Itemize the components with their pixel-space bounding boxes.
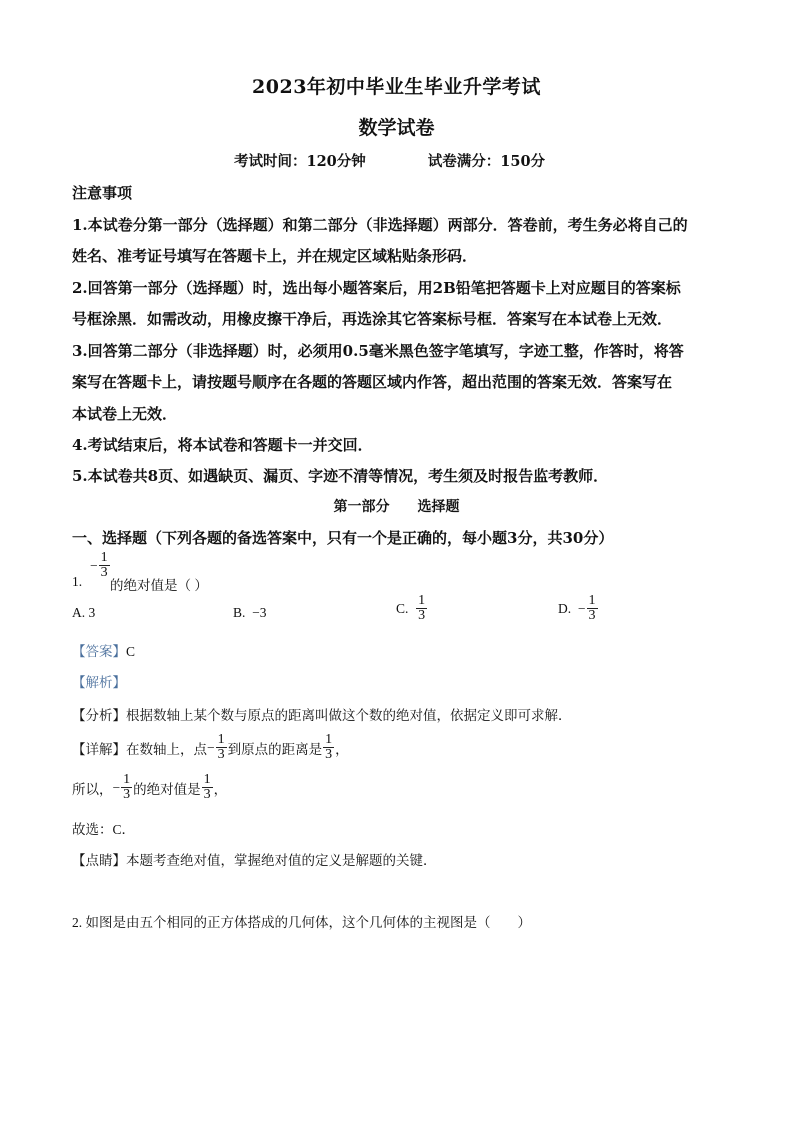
dianjing-line: 【点睛】本题考查绝对值，掌握绝对值的定义是解题的关键． — [72, 853, 437, 868]
note-line: 本试卷上无效． — [72, 405, 178, 423]
option-c[interactable]: C. $\frac{1}{3}$ — [396, 593, 426, 623]
fraction-neg-one-third: − $\frac{1}{3}$ — [90, 550, 108, 580]
answer-value: C — [126, 644, 136, 659]
xiangjie-line: 【详解】 在数轴上，点 − $\frac{1}{3}$ 到原点的距离是 $\frac{1}{3}$ ， — [72, 732, 349, 762]
exam-title: 2023年初中毕业生毕业升学考试 — [252, 76, 541, 98]
notes-heading: 注意事项 — [72, 184, 133, 202]
fenxi-line: 【分析】根据数轴上某个数与原点的距离叫做这个数的绝对值，依据定义即可求解． — [72, 708, 572, 723]
note-line: 姓名、准考证号填写在答题卡上，并在规定区域粘贴条形码． — [72, 247, 478, 265]
question-number: 1. — [72, 574, 83, 589]
option-d[interactable]: D. − $\frac{1}{3}$ — [558, 593, 596, 623]
note-line: 号框涂黑．如需改动，用橡皮擦干净后，再选涂其它答案标号框．答案写在本试卷上无效． — [72, 310, 673, 328]
note-line: 4.考试结束后，将本试卷和答题卡一并交回． — [72, 436, 373, 454]
note-line: 3.回答第二部分（非选择题）时，必须用0.5毫米黑色签字笔填写，字迹工整，作答时，将答 — [72, 342, 684, 360]
exam-subtitle: 数学试卷 — [358, 117, 435, 139]
exam-time: 考试时间：120分钟 — [234, 153, 366, 170]
option-b[interactable]: B. −3 — [233, 605, 267, 620]
suoyi-line: 所以， − $\frac{1}{3}$ 的绝对值是 $\frac{1}{3}$ ， — [72, 772, 228, 802]
exam-meta — [234, 150, 545, 171]
question-stem: 的绝对值是（ ） — [110, 578, 208, 593]
option-a[interactable]: A. 3 — [72, 605, 96, 620]
analysis-tag: 【解析】 — [72, 675, 126, 690]
section-heading: 一、选择题（下列各题的备选答案中，只有一个是正确的，每小题3分，共30分） — [72, 529, 614, 547]
note-line: 5.本试卷共8页、如遇缺页、漏页、字迹不清等情况，考生须及时报告监考教师． — [72, 467, 609, 485]
answer-tag: 【答案】 — [72, 644, 126, 659]
part-title: 第一部分 选择题 — [333, 499, 460, 515]
note-line: 2.回答第一部分（选择题）时，选出每小题答案后，用2B铅笔把答题卡上对应题目的答案标 — [72, 279, 681, 297]
guxuan-line: 故选：C． — [72, 822, 136, 837]
answer-line — [72, 640, 135, 660]
full-score: 试卷满分：150分 — [427, 153, 546, 170]
note-line: 案写在答题卡上，请按题号顺序在各题的答题区域内作答，超出范围的答案无效．答案写在 — [72, 373, 673, 391]
note-line: 1.本试卷分第一部分（选择题）和第二部分（非选择题）两部分．答卷前，考生务必将自己的 — [72, 216, 688, 234]
question-2: 2. 如图是由五个相同的正方体搭成的几何体，这个几何体的主视图是（ ） — [72, 915, 531, 930]
